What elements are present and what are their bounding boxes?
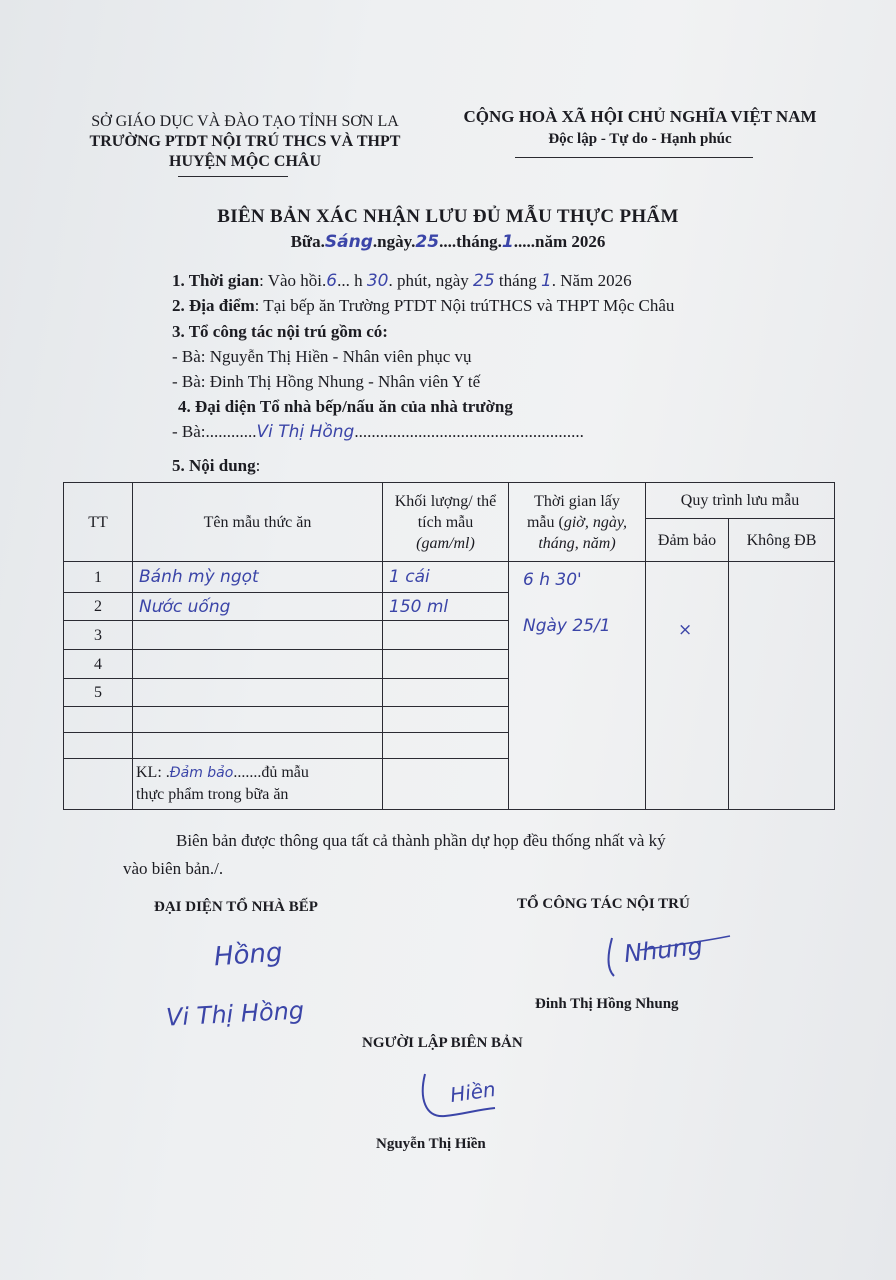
not-ok-cell — [729, 562, 835, 810]
row-tt: 1 — [64, 562, 133, 593]
header-process: Quy trình lưu mẫu — [646, 483, 835, 519]
time-text-4: tháng — [494, 271, 541, 290]
motto-underline — [515, 157, 753, 158]
time-text-5: . Năm 2026 — [551, 271, 632, 290]
header-quantity-line-2: tích mẫu — [417, 513, 474, 531]
row-tt — [64, 707, 133, 733]
row-quantity — [383, 707, 509, 733]
sample-table — [63, 482, 835, 810]
time-text-1: : Vào hồi. — [259, 271, 327, 290]
row-food-name: Nước uống — [133, 593, 383, 621]
kitchen-prefix: - Bà:............ — [172, 422, 257, 441]
header-not-ok: Không ĐB — [729, 519, 835, 562]
meal-date-line — [0, 232, 896, 252]
row-tt — [64, 733, 133, 759]
national-motto-block — [450, 106, 830, 150]
time-minute: 30 — [366, 271, 389, 291]
location-label: 2. Địa điểm — [172, 296, 255, 315]
meal-value: Sáng — [324, 232, 373, 252]
closing-line-2: vào biên bản./. — [123, 859, 224, 878]
row-food-name — [133, 733, 383, 759]
row-quantity — [383, 679, 509, 707]
committee-signer-name: Đinh Thị Hồng Nhung — [535, 996, 679, 1012]
row-food-name: Bánh mỳ ngọt — [133, 562, 383, 593]
row-tt: 2 — [64, 593, 133, 621]
table-row — [64, 562, 835, 593]
kitchen-label: 4. Đại diện Tổ nhà bếp/nấu ăn của nhà trường — [178, 397, 513, 416]
ok-mark: × — [678, 620, 693, 640]
header-quantity-line-1: Khối lượng/ thể — [394, 492, 497, 510]
row-food-name — [133, 679, 383, 707]
row-quantity — [383, 621, 509, 650]
conclusion-tt — [64, 759, 133, 810]
sample-time-cell — [509, 562, 646, 810]
time-hour: 6 — [326, 271, 338, 291]
time-label: 1. Thời gian — [172, 271, 260, 290]
conclusion-line-1 — [136, 762, 382, 784]
conclusion-value: Đảm bảo — [169, 765, 234, 781]
conclusion-quantity — [383, 759, 509, 810]
row-quantity: 1 cái — [383, 562, 509, 593]
row-food-name — [133, 621, 383, 650]
header-ok: Đảm bảo — [646, 519, 729, 562]
kitchen-sign-title: ĐẠI DIỆN TỔ NHÀ BẾP — [154, 899, 318, 915]
conclusion-suffix: .......đủ mẫu — [233, 764, 309, 781]
header-time-text: mẫu ( — [526, 513, 564, 531]
header-quantity — [383, 483, 509, 562]
issuer-line-1: SỞ GIÁO DỤC VÀ ĐÀO TẠO TỈNH SƠN LA — [91, 113, 399, 130]
location-text: : Tại bếp ăn Trường PTDT Nội trúTHCS và THPT Mộc Châu — [254, 296, 675, 315]
content-label: 5. Nội dung — [172, 456, 256, 475]
closing-line-1: Biên bản được thông qua tất cả thành phần dự họp đều thống nhất và ký — [176, 831, 666, 850]
motto: Độc lập - Tự do - Hạnh phúc — [548, 131, 732, 147]
header-time-line-3: tháng, năm) — [538, 534, 616, 552]
month-label: ....tháng. — [439, 232, 502, 251]
meal-label: Bữa. — [290, 232, 325, 251]
row-quantity — [383, 650, 509, 679]
committee-label: 3. Tổ công tác nội trú gồm có: — [172, 322, 388, 341]
header-time-line-1: Thời gian lấy — [534, 492, 620, 510]
issuer-line-2: TRƯỜNG PTDT NỘI TRÚ THCS VÀ THPT — [89, 133, 401, 150]
row-tt: 5 — [64, 679, 133, 707]
row-quantity — [383, 733, 509, 759]
recorder-signer-name: Nguyễn Thị Hiền — [376, 1136, 486, 1152]
issuer-block — [60, 112, 430, 172]
kitchen-member-line — [172, 422, 584, 442]
conclusion-prefix: KL: . — [136, 764, 170, 781]
country-name: CỘNG HOÀ XÃ HỘI CHỦ NGHĨA VIỆT NAM — [463, 107, 817, 126]
time-line — [172, 271, 632, 291]
row-tt: 4 — [64, 650, 133, 679]
committee-member-2: - Bà: Đinh Thị Hồng Nhung - Nhân viên Y tế — [172, 372, 481, 391]
time-text-2: ... h — [337, 271, 367, 290]
content-label-line — [172, 456, 260, 476]
row-tt: 3 — [64, 621, 133, 650]
conclusion-line-2: thực phẩm trong bữa ăn — [136, 786, 289, 803]
conclusion-cell — [133, 759, 383, 810]
recorder-signature: Hiền — [448, 1076, 498, 1108]
year-label: .....năm 2026 — [513, 232, 606, 251]
row-food-name — [133, 707, 383, 733]
table-header-row — [64, 483, 835, 519]
time-month: 1 — [540, 271, 552, 291]
time-day: 25 — [473, 271, 495, 291]
kitchen-signer-name: Vi Thị Hồng — [165, 996, 305, 1032]
header-tt: TT — [64, 483, 133, 562]
sample-time-value: 6 h 30' — [523, 570, 582, 590]
committee-signature: Nhung — [622, 931, 705, 969]
month-value: 1 — [501, 232, 514, 252]
sample-date-value: Ngày 25/1 — [523, 616, 611, 636]
recorder-sign-title: NGƯỜI LẬP BIÊN BẢN — [362, 1035, 523, 1051]
header-food-name: Tên mẫu thức ăn — [133, 483, 383, 562]
day-label: .ngày. — [372, 232, 416, 251]
committee-sign-title: TỔ CÔNG TÁC NỘI TRÚ — [517, 896, 690, 912]
header-quantity-unit: (gam/ml) — [416, 534, 475, 552]
document-title: BIÊN BẢN XÁC NHẬN LƯU ĐỦ MẪU THỰC PHẨM — [217, 206, 679, 227]
ok-cell — [646, 562, 729, 810]
header-sample-time — [509, 483, 646, 562]
committee-member-1: - Bà: Nguyễn Thị Hiền - Nhân viên phục vụ — [172, 347, 472, 366]
location-line — [172, 296, 674, 316]
kitchen-suffix: ...................................................... — [354, 422, 584, 441]
content-colon: : — [255, 456, 261, 475]
kitchen-signature: Hồng — [213, 937, 284, 973]
issuer-underline — [178, 176, 288, 177]
row-food-name — [133, 650, 383, 679]
issuer-line-3: HUYỆN MỘC CHÂU — [169, 153, 321, 170]
row-quantity: 150 ml — [383, 593, 509, 621]
time-text-3: . phút, ngày — [388, 271, 474, 290]
header-time-italic: giờ, ngày, — [563, 513, 628, 531]
kitchen-member-name: Vi Thị Hồng — [256, 422, 355, 442]
day-value: 25 — [415, 232, 440, 252]
header-time-line-2 — [509, 512, 645, 533]
